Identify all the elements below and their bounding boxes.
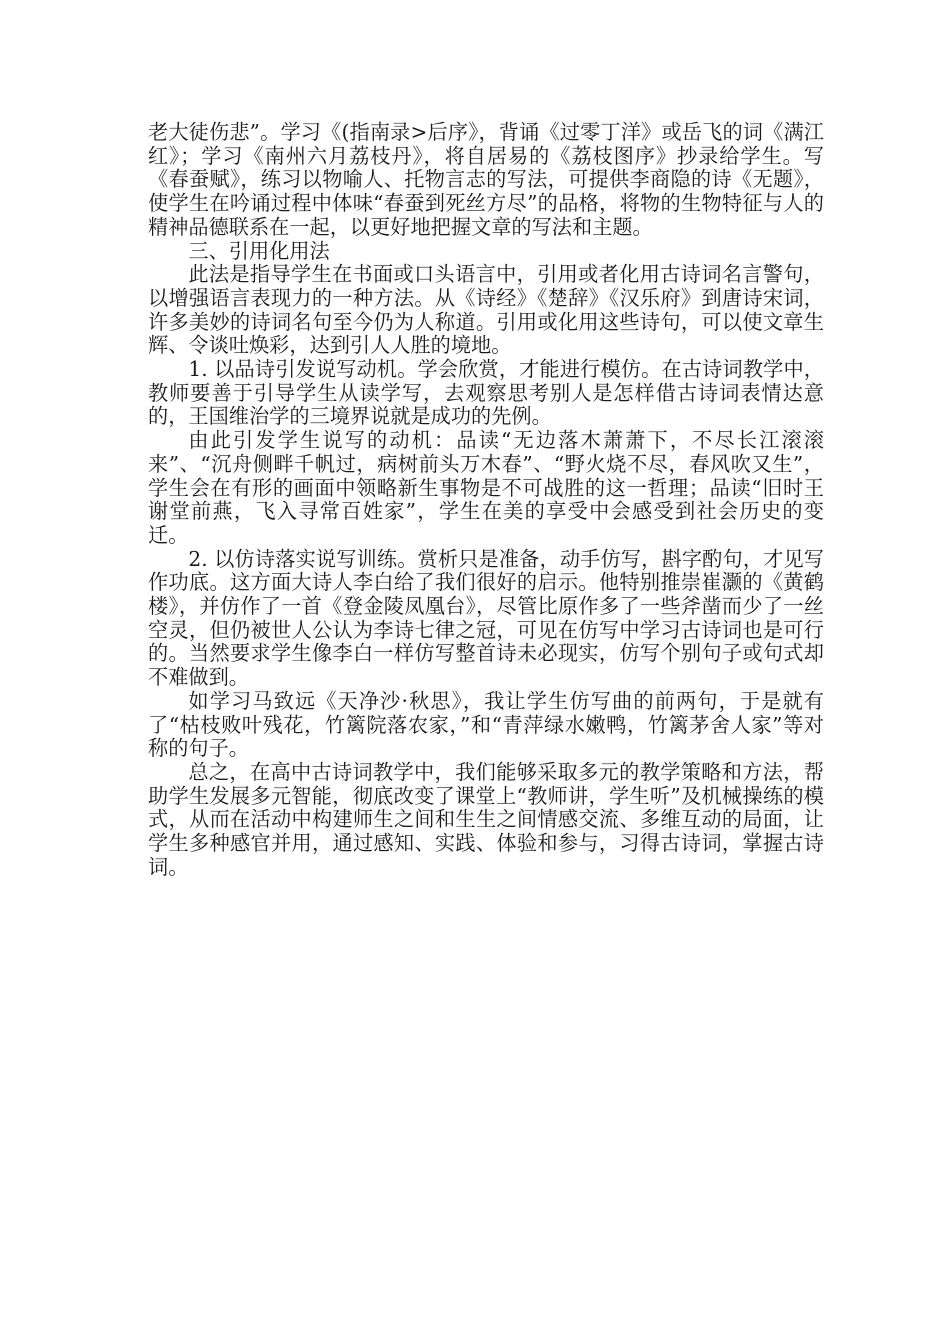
paragraph-continuation: 老大徒伤悲”。学习《(指南录>后序》，背诵《过零丁洋》或岳飞的词《满江红》；学习《南州六月荔枝丹》，将自居易的《荔枝图序》抄录给学生。写《春蚕赋》，练习以物喻人、托物言志的写法，可提供李商隐的诗《无题》，使学生在吟诵过程中体味“春蚕到死丝方尽”的品格，将物的生物特征与人的精神品德联系在一起，以更好地把握文章的写法和主题。 <box>148 120 824 239</box>
document-body <box>148 121 824 880</box>
paragraph-point-2: 2. 以仿诗落实说写训练。赏析只是准备，动手仿写，斟字酌句，才见写作功底。这方面大诗人李白给了我们很好的启示。他特别推崇崔灏的《黄鹤楼》，并仿作了一首《登金陵凤凰台》，尽管比原作多了一些斧凿而少了一丝空灵，但仍被世人公认为李诗七律之冠，可见在仿写中学习古诗词也是可行的。当然要求学生像李白一样仿写整首诗未必现实，仿写个别句子或句式却不难做到。 <box>148 546 824 690</box>
section-heading-citation-method: 三、引用化用法 <box>188 238 330 263</box>
paragraph-example-imitation: 如学习马致远《天净沙·秋思》，我让学生仿写曲的前两句，于是就有了“枯枝败叶残花，竹篱院落农家，”和“青萍绿水嫩鸭，竹篱茅舍人家”等对称的句子。 <box>148 688 824 761</box>
paragraph-conclusion: 总之，在高中古诗词教学中，我们能够采取多元的教学策略和方法，帮助学生发展多元智能，彻底改变了课堂上“教师讲，学生听”及机械操练的模式，从而在活动中构建师生之间和生生之间情感交流、多维互动的局面，让学生多种感官并用，通过感知、实践、体验和参与，习得古诗词，掌握古诗词。 <box>148 759 824 879</box>
paragraph-point-1: 1. 以品诗引发说写动机。学会欣赏，才能进行模仿。在古诗词教学中，教师要善于引导学生从读学写，去观察思考别人是怎样借古诗词表情达意的，王国维治学的三境界说就是成功的先例。 <box>148 357 824 429</box>
paragraph-examples-reading: 由此引发学生说写的动机：品读“无边落木萧萧下，不尽长江滚滚来”、“沉舟侧畔千帆过，病树前头万木春”、“野火烧不尽，春风吹又生”，学生会在有形的画面中领略新生事物是不可战胜的这一哲理；品读“旧时王谢堂前燕，飞入寻常百姓家”，学生在美的享受中会感受到社会历史的变迁。 <box>148 428 824 547</box>
paragraph-method-definition: 此法是指导学生在书面或口头语言中，引用或者化用古诗词名言警句，以增强语言表现力的一种方法。从《诗经》《楚辞》《汉乐府》到唐诗宋词，许多美妙的诗词名句至今仍为人称道。引用或化用这些诗句，可以使文章生辉、令谈吐焕彩，达到引人人胜的境地。 <box>148 262 824 358</box>
